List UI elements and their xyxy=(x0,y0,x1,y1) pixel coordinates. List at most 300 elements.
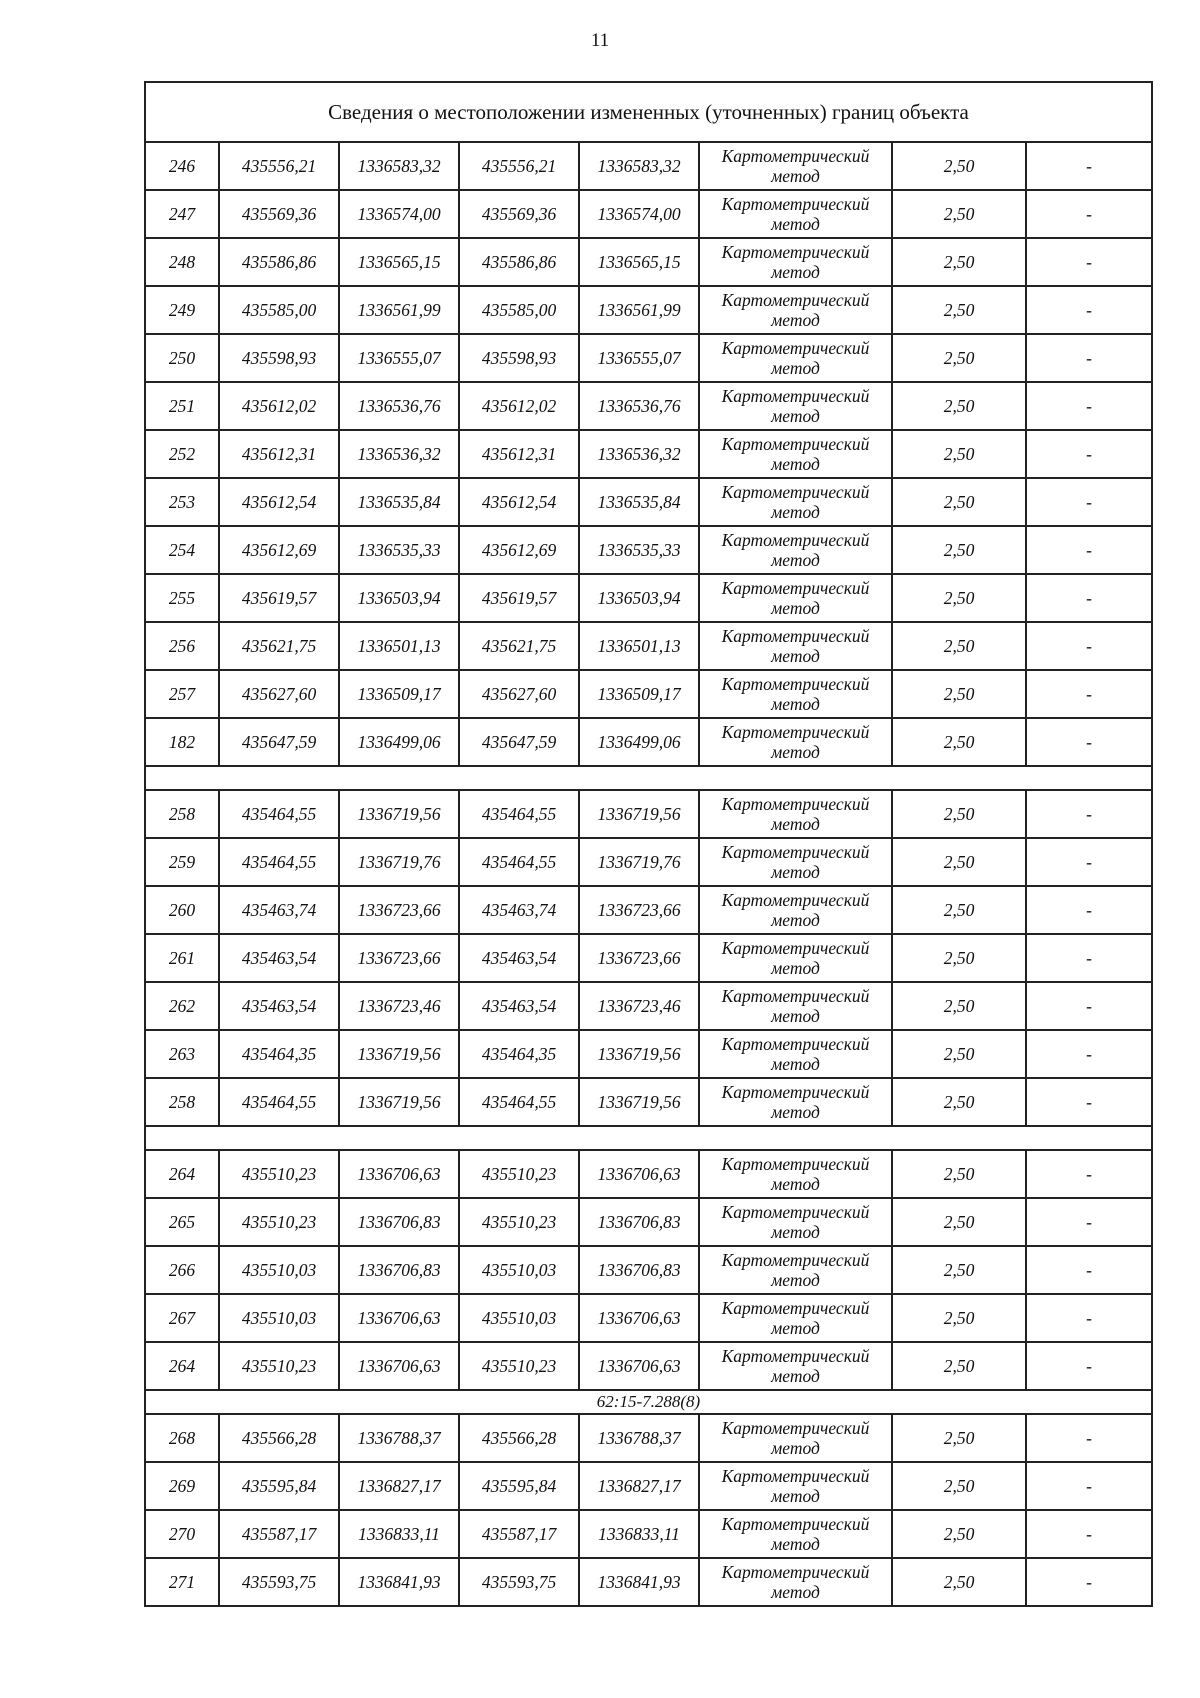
existing-x-cell: 435612,54 xyxy=(219,478,339,526)
table-row xyxy=(145,478,1152,526)
method-line-1: Картометрический xyxy=(721,938,870,958)
method-line-1: Картометрический xyxy=(721,1514,870,1534)
new-x-cell: 435612,69 xyxy=(459,526,579,574)
new-x-cell: 435619,57 xyxy=(459,574,579,622)
method-line-1: Картометрический xyxy=(721,338,870,358)
method-cell xyxy=(699,334,892,382)
method-line-2: метод xyxy=(771,550,820,570)
table-row xyxy=(145,190,1152,238)
method-line-2: метод xyxy=(771,310,820,330)
point-number-cell: 247 xyxy=(145,190,219,238)
table-row xyxy=(145,622,1152,670)
table-row xyxy=(145,382,1152,430)
existing-y-cell: 1336574,00 xyxy=(339,190,459,238)
description-cell: - xyxy=(1026,238,1152,286)
parcel-subheading-row xyxy=(145,1390,1152,1414)
table-row xyxy=(145,334,1152,382)
method-line-1: Картометрический xyxy=(721,1346,870,1366)
precision-cell: 2,50 xyxy=(892,1414,1026,1462)
existing-y-cell: 1336499,06 xyxy=(339,718,459,766)
method-line-2: метод xyxy=(771,814,820,834)
precision-cell: 2,50 xyxy=(892,190,1026,238)
method-line-1: Картометрический xyxy=(721,1250,870,1270)
method-cell xyxy=(699,1294,892,1342)
method-line-2: метод xyxy=(771,1054,820,1074)
method-line-2: метод xyxy=(771,214,820,234)
table-row xyxy=(145,1078,1152,1126)
method-cell xyxy=(699,1246,892,1294)
table-row xyxy=(145,1510,1152,1558)
point-number-cell: 256 xyxy=(145,622,219,670)
method-cell xyxy=(699,670,892,718)
new-y-cell: 1336509,17 xyxy=(579,670,699,718)
description-cell: - xyxy=(1026,1462,1152,1510)
method-line-2: метод xyxy=(771,958,820,978)
method-line-2: метод xyxy=(771,742,820,762)
new-y-cell: 1336501,13 xyxy=(579,622,699,670)
existing-y-cell: 1336535,84 xyxy=(339,478,459,526)
precision-cell: 2,50 xyxy=(892,1294,1026,1342)
point-number-cell: 259 xyxy=(145,838,219,886)
method-line-2: метод xyxy=(771,1222,820,1242)
point-number-cell: 261 xyxy=(145,934,219,982)
new-y-cell: 1336788,37 xyxy=(579,1414,699,1462)
new-x-cell: 435569,36 xyxy=(459,190,579,238)
description-cell: - xyxy=(1026,1246,1152,1294)
method-line-1: Картометрический xyxy=(721,1154,870,1174)
new-y-cell: 1336719,56 xyxy=(579,1078,699,1126)
new-y-cell: 1336719,56 xyxy=(579,1030,699,1078)
description-cell: - xyxy=(1026,1342,1152,1390)
point-number-cell: 267 xyxy=(145,1294,219,1342)
new-y-cell: 1336723,46 xyxy=(579,982,699,1030)
table-row xyxy=(145,982,1152,1030)
method-line-1: Картометрический xyxy=(721,1466,870,1486)
method-line-2: метод xyxy=(771,358,820,378)
existing-x-cell: 435464,35 xyxy=(219,1030,339,1078)
new-x-cell: 435464,35 xyxy=(459,1030,579,1078)
method-cell xyxy=(699,838,892,886)
table-caption-row xyxy=(145,82,1152,142)
existing-y-cell: 1336501,13 xyxy=(339,622,459,670)
existing-x-cell: 435586,86 xyxy=(219,238,339,286)
new-x-cell: 435612,02 xyxy=(459,382,579,430)
method-line-1: Картометрический xyxy=(721,842,870,862)
method-line-2: метод xyxy=(771,646,820,666)
new-x-cell: 435598,93 xyxy=(459,334,579,382)
method-line-2: метод xyxy=(771,1174,820,1194)
precision-cell: 2,50 xyxy=(892,1150,1026,1198)
method-cell xyxy=(699,478,892,526)
precision-cell: 2,50 xyxy=(892,574,1026,622)
table-row xyxy=(145,286,1152,334)
group-separator xyxy=(145,766,1152,790)
new-x-cell: 435612,31 xyxy=(459,430,579,478)
new-x-cell: 435593,75 xyxy=(459,1558,579,1606)
method-line-1: Картометрический xyxy=(721,530,870,550)
point-number-cell: 262 xyxy=(145,982,219,1030)
new-x-cell: 435627,60 xyxy=(459,670,579,718)
group-separator-row xyxy=(145,766,1152,790)
existing-y-cell: 1336706,83 xyxy=(339,1198,459,1246)
precision-cell: 2,50 xyxy=(892,1246,1026,1294)
method-cell xyxy=(699,1342,892,1390)
method-line-1: Картометрический xyxy=(721,194,870,214)
method-line-1: Картометрический xyxy=(721,242,870,262)
method-line-2: метод xyxy=(771,1102,820,1122)
point-number-cell: 268 xyxy=(145,1414,219,1462)
point-number-cell: 246 xyxy=(145,142,219,190)
precision-cell: 2,50 xyxy=(892,238,1026,286)
point-number-cell: 265 xyxy=(145,1198,219,1246)
new-y-cell: 1336827,17 xyxy=(579,1462,699,1510)
description-cell: - xyxy=(1026,478,1152,526)
description-cell: - xyxy=(1026,622,1152,670)
table-row xyxy=(145,238,1152,286)
description-cell: - xyxy=(1026,142,1152,190)
method-cell xyxy=(699,190,892,238)
table-row xyxy=(145,142,1152,190)
method-line-2: метод xyxy=(771,454,820,474)
group-separator-row xyxy=(145,1126,1152,1150)
method-line-2: метод xyxy=(771,1006,820,1026)
new-x-cell: 435566,28 xyxy=(459,1414,579,1462)
precision-cell: 2,50 xyxy=(892,790,1026,838)
existing-y-cell: 1336706,63 xyxy=(339,1150,459,1198)
existing-x-cell: 435595,84 xyxy=(219,1462,339,1510)
existing-x-cell: 435566,28 xyxy=(219,1414,339,1462)
method-line-1: Картометрический xyxy=(721,290,870,310)
point-number-cell: 255 xyxy=(145,574,219,622)
point-number-cell: 254 xyxy=(145,526,219,574)
description-cell: - xyxy=(1026,718,1152,766)
description-cell: - xyxy=(1026,790,1152,838)
description-cell: - xyxy=(1026,670,1152,718)
point-number-cell: 264 xyxy=(145,1150,219,1198)
new-x-cell: 435612,54 xyxy=(459,478,579,526)
existing-y-cell: 1336788,37 xyxy=(339,1414,459,1462)
table-row xyxy=(145,1150,1152,1198)
point-number-cell: 249 xyxy=(145,286,219,334)
precision-cell: 2,50 xyxy=(892,982,1026,1030)
description-cell: - xyxy=(1026,286,1152,334)
table-row xyxy=(145,718,1152,766)
table-row xyxy=(145,670,1152,718)
precision-cell: 2,50 xyxy=(892,1198,1026,1246)
new-y-cell: 1336561,99 xyxy=(579,286,699,334)
table-row xyxy=(145,1558,1152,1606)
new-y-cell: 1336499,06 xyxy=(579,718,699,766)
method-cell xyxy=(699,622,892,670)
point-number-cell: 269 xyxy=(145,1462,219,1510)
description-cell: - xyxy=(1026,886,1152,934)
existing-x-cell: 435463,74 xyxy=(219,886,339,934)
method-line-2: метод xyxy=(771,1318,820,1338)
method-line-2: метод xyxy=(771,1270,820,1290)
existing-x-cell: 435510,23 xyxy=(219,1342,339,1390)
table-row xyxy=(145,526,1152,574)
existing-y-cell: 1336723,46 xyxy=(339,982,459,1030)
new-y-cell: 1336583,32 xyxy=(579,142,699,190)
precision-cell: 2,50 xyxy=(892,430,1026,478)
method-line-1: Картометрический xyxy=(721,674,870,694)
new-x-cell: 435463,54 xyxy=(459,934,579,982)
new-x-cell: 435464,55 xyxy=(459,790,579,838)
existing-x-cell: 435569,36 xyxy=(219,190,339,238)
existing-y-cell: 1336841,93 xyxy=(339,1558,459,1606)
table-row xyxy=(145,1414,1152,1462)
new-x-cell: 435464,55 xyxy=(459,1078,579,1126)
method-line-2: метод xyxy=(771,694,820,714)
method-line-2: метод xyxy=(771,1366,820,1386)
new-x-cell: 435647,59 xyxy=(459,718,579,766)
precision-cell: 2,50 xyxy=(892,622,1026,670)
description-cell: - xyxy=(1026,430,1152,478)
table-row xyxy=(145,1294,1152,1342)
method-line-1: Картометрический xyxy=(721,1418,870,1438)
precision-cell: 2,50 xyxy=(892,1462,1026,1510)
page-number: 11 xyxy=(590,30,610,51)
method-cell xyxy=(699,718,892,766)
point-number-cell: 252 xyxy=(145,430,219,478)
table-row xyxy=(145,430,1152,478)
new-y-cell: 1336536,76 xyxy=(579,382,699,430)
precision-cell: 2,50 xyxy=(892,934,1026,982)
precision-cell: 2,50 xyxy=(892,1078,1026,1126)
precision-cell: 2,50 xyxy=(892,718,1026,766)
new-x-cell: 435556,21 xyxy=(459,142,579,190)
method-line-1: Картометрический xyxy=(721,890,870,910)
method-line-2: метод xyxy=(771,1534,820,1554)
existing-y-cell: 1336723,66 xyxy=(339,934,459,982)
method-line-1: Картометрический xyxy=(721,1082,870,1102)
existing-y-cell: 1336555,07 xyxy=(339,334,459,382)
point-number-cell: 271 xyxy=(145,1558,219,1606)
point-number-cell: 182 xyxy=(145,718,219,766)
existing-y-cell: 1336706,83 xyxy=(339,1246,459,1294)
existing-x-cell: 435647,59 xyxy=(219,718,339,766)
method-line-1: Картометрический xyxy=(721,794,870,814)
existing-x-cell: 435612,02 xyxy=(219,382,339,430)
method-cell xyxy=(699,982,892,1030)
precision-cell: 2,50 xyxy=(892,1558,1026,1606)
description-cell: - xyxy=(1026,982,1152,1030)
new-y-cell: 1336503,94 xyxy=(579,574,699,622)
method-line-2: метод xyxy=(771,406,820,426)
table-row xyxy=(145,574,1152,622)
existing-x-cell: 435598,93 xyxy=(219,334,339,382)
new-y-cell: 1336723,66 xyxy=(579,934,699,982)
new-x-cell: 435586,86 xyxy=(459,238,579,286)
existing-x-cell: 435593,75 xyxy=(219,1558,339,1606)
method-cell xyxy=(699,574,892,622)
existing-x-cell: 435587,17 xyxy=(219,1510,339,1558)
point-number-cell: 270 xyxy=(145,1510,219,1558)
new-x-cell: 435463,74 xyxy=(459,886,579,934)
existing-y-cell: 1336536,32 xyxy=(339,430,459,478)
method-cell xyxy=(699,1030,892,1078)
existing-x-cell: 435510,23 xyxy=(219,1150,339,1198)
description-cell: - xyxy=(1026,574,1152,622)
method-line-2: метод xyxy=(771,598,820,618)
new-x-cell: 435463,54 xyxy=(459,982,579,1030)
point-number-cell: 251 xyxy=(145,382,219,430)
method-line-1: Картометрический xyxy=(721,1034,870,1054)
existing-y-cell: 1336583,32 xyxy=(339,142,459,190)
new-y-cell: 1336719,56 xyxy=(579,790,699,838)
table-row xyxy=(145,1246,1152,1294)
table-row xyxy=(145,1342,1152,1390)
method-cell xyxy=(699,430,892,478)
new-x-cell: 435510,03 xyxy=(459,1246,579,1294)
method-cell xyxy=(699,382,892,430)
new-y-cell: 1336706,63 xyxy=(579,1294,699,1342)
precision-cell: 2,50 xyxy=(892,478,1026,526)
existing-y-cell: 1336719,56 xyxy=(339,1030,459,1078)
existing-y-cell: 1336827,17 xyxy=(339,1462,459,1510)
existing-x-cell: 435510,23 xyxy=(219,1198,339,1246)
new-y-cell: 1336535,84 xyxy=(579,478,699,526)
method-cell xyxy=(699,934,892,982)
method-line-1: Картометрический xyxy=(721,146,870,166)
method-cell xyxy=(699,1414,892,1462)
new-x-cell: 435587,17 xyxy=(459,1510,579,1558)
description-cell: - xyxy=(1026,1558,1152,1606)
description-cell: - xyxy=(1026,838,1152,886)
description-cell: - xyxy=(1026,934,1152,982)
existing-x-cell: 435556,21 xyxy=(219,142,339,190)
method-line-2: метод xyxy=(771,1582,820,1602)
table-row xyxy=(145,838,1152,886)
method-cell xyxy=(699,1558,892,1606)
new-y-cell: 1336706,63 xyxy=(579,1342,699,1390)
description-cell: - xyxy=(1026,1150,1152,1198)
method-line-1: Картометрический xyxy=(721,482,870,502)
precision-cell: 2,50 xyxy=(892,1030,1026,1078)
method-line-1: Картометрический xyxy=(721,1298,870,1318)
existing-x-cell: 435619,57 xyxy=(219,574,339,622)
table-row xyxy=(145,1462,1152,1510)
new-y-cell: 1336723,66 xyxy=(579,886,699,934)
description-cell: - xyxy=(1026,1294,1152,1342)
new-y-cell: 1336565,15 xyxy=(579,238,699,286)
description-cell: - xyxy=(1026,382,1152,430)
existing-y-cell: 1336706,63 xyxy=(339,1342,459,1390)
point-number-cell: 266 xyxy=(145,1246,219,1294)
table-row xyxy=(145,886,1152,934)
precision-cell: 2,50 xyxy=(892,286,1026,334)
precision-cell: 2,50 xyxy=(892,670,1026,718)
existing-x-cell: 435464,55 xyxy=(219,1078,339,1126)
point-number-cell: 258 xyxy=(145,1078,219,1126)
precision-cell: 2,50 xyxy=(892,1342,1026,1390)
method-line-1: Картометрический xyxy=(721,578,870,598)
precision-cell: 2,50 xyxy=(892,838,1026,886)
new-y-cell: 1336555,07 xyxy=(579,334,699,382)
table-row xyxy=(145,1198,1152,1246)
new-y-cell: 1336706,63 xyxy=(579,1150,699,1198)
method-cell xyxy=(699,1078,892,1126)
method-line-1: Картометрический xyxy=(721,986,870,1006)
method-line-1: Картометрический xyxy=(721,722,870,742)
existing-y-cell: 1336565,15 xyxy=(339,238,459,286)
description-cell: - xyxy=(1026,1030,1152,1078)
method-line-1: Картометрический xyxy=(721,386,870,406)
description-cell: - xyxy=(1026,1510,1152,1558)
point-number-cell: 257 xyxy=(145,670,219,718)
method-line-2: метод xyxy=(771,502,820,522)
method-line-1: Картометрический xyxy=(721,1562,870,1582)
method-cell xyxy=(699,142,892,190)
existing-x-cell: 435463,54 xyxy=(219,982,339,1030)
method-cell xyxy=(699,238,892,286)
existing-x-cell: 435510,03 xyxy=(219,1246,339,1294)
existing-y-cell: 1336561,99 xyxy=(339,286,459,334)
existing-x-cell: 435510,03 xyxy=(219,1294,339,1342)
new-y-cell: 1336574,00 xyxy=(579,190,699,238)
existing-y-cell: 1336833,11 xyxy=(339,1510,459,1558)
new-y-cell: 1336706,83 xyxy=(579,1246,699,1294)
point-number-cell: 250 xyxy=(145,334,219,382)
new-y-cell: 1336833,11 xyxy=(579,1510,699,1558)
table-row xyxy=(145,934,1152,982)
new-y-cell: 1336535,33 xyxy=(579,526,699,574)
precision-cell: 2,50 xyxy=(892,526,1026,574)
new-y-cell: 1336706,83 xyxy=(579,1198,699,1246)
point-number-cell: 264 xyxy=(145,1342,219,1390)
new-x-cell: 435510,23 xyxy=(459,1198,579,1246)
parcel-subheading: 62:15-7.288(8) xyxy=(145,1390,1152,1414)
method-line-2: метод xyxy=(771,166,820,186)
precision-cell: 2,50 xyxy=(892,142,1026,190)
table-row xyxy=(145,790,1152,838)
new-x-cell: 435621,75 xyxy=(459,622,579,670)
existing-y-cell: 1336509,17 xyxy=(339,670,459,718)
existing-x-cell: 435464,55 xyxy=(219,790,339,838)
method-line-1: Картометрический xyxy=(721,626,870,646)
existing-y-cell: 1336503,94 xyxy=(339,574,459,622)
new-x-cell: 435510,23 xyxy=(459,1150,579,1198)
new-x-cell: 435510,23 xyxy=(459,1342,579,1390)
existing-y-cell: 1336535,33 xyxy=(339,526,459,574)
boundary-coordinates-table xyxy=(144,81,1153,1607)
group-separator xyxy=(145,1126,1152,1150)
method-cell xyxy=(699,1510,892,1558)
existing-x-cell: 435627,60 xyxy=(219,670,339,718)
method-line-2: метод xyxy=(771,1486,820,1506)
precision-cell: 2,50 xyxy=(892,382,1026,430)
table-caption: Сведения о местоположении измененных (уточненных) границ объекта xyxy=(145,82,1152,142)
description-cell: - xyxy=(1026,334,1152,382)
new-y-cell: 1336536,32 xyxy=(579,430,699,478)
new-x-cell: 435585,00 xyxy=(459,286,579,334)
existing-x-cell: 435463,54 xyxy=(219,934,339,982)
existing-x-cell: 435464,55 xyxy=(219,838,339,886)
existing-x-cell: 435612,31 xyxy=(219,430,339,478)
new-x-cell: 435464,55 xyxy=(459,838,579,886)
point-number-cell: 263 xyxy=(145,1030,219,1078)
existing-y-cell: 1336536,76 xyxy=(339,382,459,430)
existing-y-cell: 1336719,56 xyxy=(339,790,459,838)
method-line-1: Картометрический xyxy=(721,434,870,454)
description-cell: - xyxy=(1026,1198,1152,1246)
method-line-2: метод xyxy=(771,1438,820,1458)
method-line-2: метод xyxy=(771,910,820,930)
existing-y-cell: 1336706,63 xyxy=(339,1294,459,1342)
existing-x-cell: 435621,75 xyxy=(219,622,339,670)
method-cell xyxy=(699,1150,892,1198)
precision-cell: 2,50 xyxy=(892,334,1026,382)
